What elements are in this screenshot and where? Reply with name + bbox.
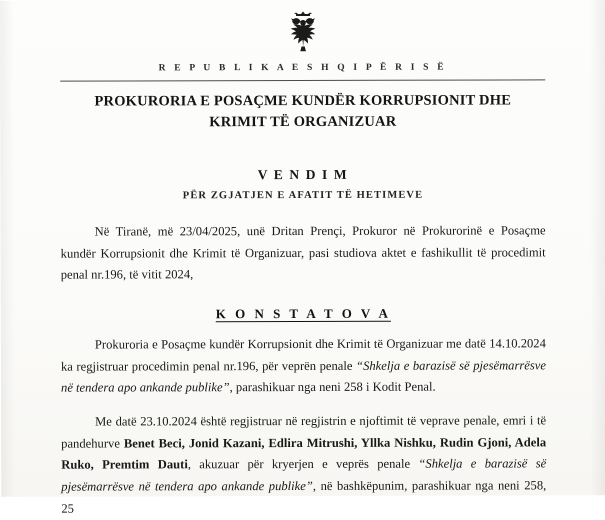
paragraph-defendants-part2: , akuzuar për kryerjen e veprës penale	[187, 456, 419, 472]
paragraph-registration-offence-title: “Shkelja e barazisë së pjesëmarrësve në tendera apo ankande publike”	[60, 358, 546, 395]
paragraph-defendants	[61, 410, 546, 520]
paragraph-defendants-part1: Me datë 23.10.2024 është regjistruar në regjistrin e njoftimit të veprave penale, emri i të pandehurve	[61, 413, 547, 451]
state-name: R E P U B L I K A E S H Q I P Ë R I S Ë	[158, 62, 447, 74]
organization-title: PROKURORIA E POSAÇME KUNDËR KORRUPSIONIT DHE KRIMIT TË ORGANIZUAR	[94, 92, 512, 131]
header-divider	[60, 79, 545, 81]
paragraph-defendants-offence-title: “Shkelja e barazisë së pjesëmarrësve në tendera apo ankande publike”	[61, 456, 547, 494]
paragraph-registration-part1: Prokuroria e Posaçme kundër Korrupsionit dhe Krimit të Organizuar me datë 14.10.2024 ka regjistruar procedimin penal nr.196, për veprën penale	[60, 336, 546, 374]
intro-paragraph: Në Tiranë, më 23/04/2025, unë Dritan Prençi, Prokuror në Prokurorinë e Posaçme kundër Korrupsionit dhe Krimit të Organizuar, pasi studiova aktet e fashikullit të procedimit penal nr.196, të vitit 2024,	[60, 223, 546, 282]
emblem-container	[60, 9, 545, 61]
defendant-names: Benet Beci, Jonid Kazani, Edlira Mitrushi, Yllka Nishku, Rudin Gjoni, Adela Ruko, Premtim Dauti	[61, 434, 547, 472]
decision-subtitle: PËR ZGJATJEN E AFATIT TË HETIMEVE	[182, 189, 424, 202]
section-heading-konstatova: K O N S T A T O V A	[215, 305, 391, 322]
paragraph-registration-part2: , parashikuar nga neni 258 i Kodit Penal.	[229, 379, 436, 395]
paragraph-defendants-part3: , në bashkëpunim, parashikuar nga neni 258, 25	[61, 478, 547, 516]
decision-title: V E N D I M	[257, 166, 349, 183]
paragraph-registration	[61, 333, 546, 399]
albanian-double-headed-eagle-emblem-icon	[281, 10, 325, 56]
